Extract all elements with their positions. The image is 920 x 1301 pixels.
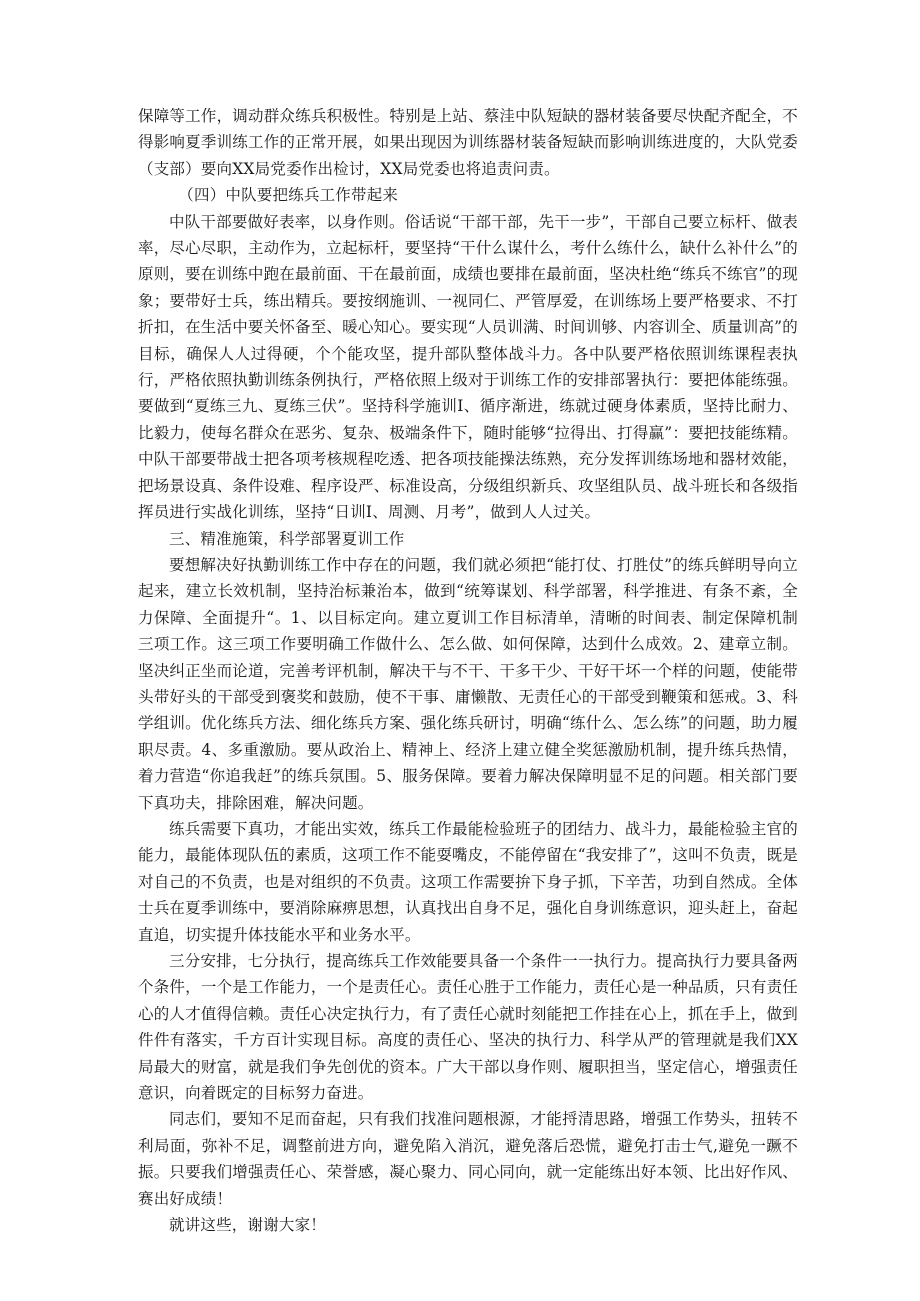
document-page xyxy=(138,103,798,1238)
paragraph-execution: 三分安排，七分执行，提高练兵工作效能要具备一个条件一一执行力。提高执行力要具备两个条件，一个是工作能力，一个是责任心。责任心胜于工作能力，责任心是一种品质，只有责任心的人才值得信赖。责任心决定执行力，有了责任心就时刻能把工作挂在心上，抓在手上，做到件件有落实，千方百计实现目标。高度的责任心、坚决的执行力、科学从严的管理就是我们XX局最大的财富，就是我们争先创优的资本。广大干部以身作则、履职担当，坚定信心，增强责任意识，向着既定的目标努力奋进。 xyxy=(138,952,798,1103)
paragraph-measures: 要想解决好执勤训练工作中存在的问题，我们就必须把“能打仗、打胜仗”的练兵鲜明导向立起来，建立长效机制，坚持治标兼治本，做到“统筹谋划、科学部署，科学推进、有条不紊，全力保障、全面提升“。1、以目标定向。建立夏训工作目标清单，清晰的时间表、制定保障机制三项工作。这三项工作要明确工作做什么、怎么做、如何保障，达到什么成效。2、建章立制。坚决纠正坐而论道，完善考评机制，解决干与不干、干多干少、干好干坏一个样的问题，使能带头带好头的干部受到褒奖和鼓励，使不干事、庸懒散、无责任心的干部受到鞭策和惩戒。3、科学组训。优化练兵方法、细化练兵方案、强化练兵研讨，明确“练什么、怎么练”的问题，助力履职尽责。4、多重激励。要从政治上、精神上、经济上建立健全奖惩激励机制，提升练兵热情，着力营造“你追我赶”的练兵氛围。5、服务保障。要着力解决保障明显不足的问题。相关部门要下真功夫，排除困难，解决问题。 xyxy=(138,555,798,812)
paragraph-real-effort: 练兵需要下真功，才能出实效，练兵工作最能检验班子的团结力、战斗力，最能检验主官的能力，最能体现队伍的素质，这项工作不能耍嘴皮，不能停留在“我安排了”，这叫不负责，既是对自己的不负责，也是对组织的不负责。这项工作需要拚下身子抓，下辛苦，功到自然成。全体士兵在夏季训练中，要消除麻痹思想，认真找出自身不足，强化自身训练意识，迎头赶上，奋起直追，切实提升体技能水平和业务水平。 xyxy=(138,819,798,944)
section-heading-precise-measures: 三、精准施策，科学部署夏训工作 xyxy=(169,529,405,548)
paragraph-closing-call: 同志们，要知不足而奋起，只有我们找准问题根源，才能捋清思路，增强工作势头，扭转不利局面，弥补不足，调整前进方向，避免陷入消沉，避免落后恐慌，避免打击士气,避免一蹶不振。只要我们增强责任心、荣誉感，凝心聚力、同心同向，就一定能练出好本领、比出好作风、赛出好成绩！ xyxy=(138,1110,798,1208)
paragraph-squad-leaders: 中队干部要做好表率，以身作则。俗话说“干部干部，先干一步”，干部自己要立标杆、做表率，尽心尽职，主动作为，立起标杆，要坚持“干什么谋什么，考什么练什么，缺什么补什么”的原则，要在训练中跑在最前面、干在最前面，成绩也要排在最前面，坚决杜绝“练兵不练官”的现象；要带好士兵，练出精兵。要按纲施训、一视同仁、严管厚爱，在训练场上要严格要求、不打折扣，在生活中要关怀备至、暖心知心。要实现“人员训满、时间训够、内容训全、质量训高”的目标，确保人人过得硬，个个能攻坚，提升部队整体战斗力。各中队要严格依照训练课程表执行，严格依照执勤训练条例执行，严格依照上级对于训练工作的安排部署执行：要把体能练强。要做到“夏练三九、夏练三伏”。坚持科学施训Ⅰ、循序渐进，练就过硬身体素质，坚持比耐力、比毅力，使每名群众在恶劣、复杂、极端条件下，随时能够“拉得出、打得赢”：要把技能练精。中队干部要带战士把各项考核规程吃透、把各项技能操法练熟，充分发挥训练场地和器材效能，把场景设真、条件设难、程序设严、标准设高，分级组织新兵、攻坚组队员、战斗班长和各级指挥员进行实战化训练，坚持“日训Ⅰ、周测、月考”，做到人人过关。 xyxy=(138,212,798,522)
paragraph-thanks: 就讲这些，谢谢大家！ xyxy=(169,1216,327,1235)
section-heading-squad: （四）中队要把练兵工作带起来 xyxy=(178,186,399,205)
paragraph-equipment-support: 保障等工作，调动群众练兵积极性。特别是上站、蔡洼中队短缺的器材装备要尽快配齐配全，不得影响夏季训练工作的正常开展，如果出现因为训练器材装备短缺而影响训练进度的，大队党委（支部）要向XX局党委作出检讨，XX局党委也将追责问责。 xyxy=(138,107,798,178)
